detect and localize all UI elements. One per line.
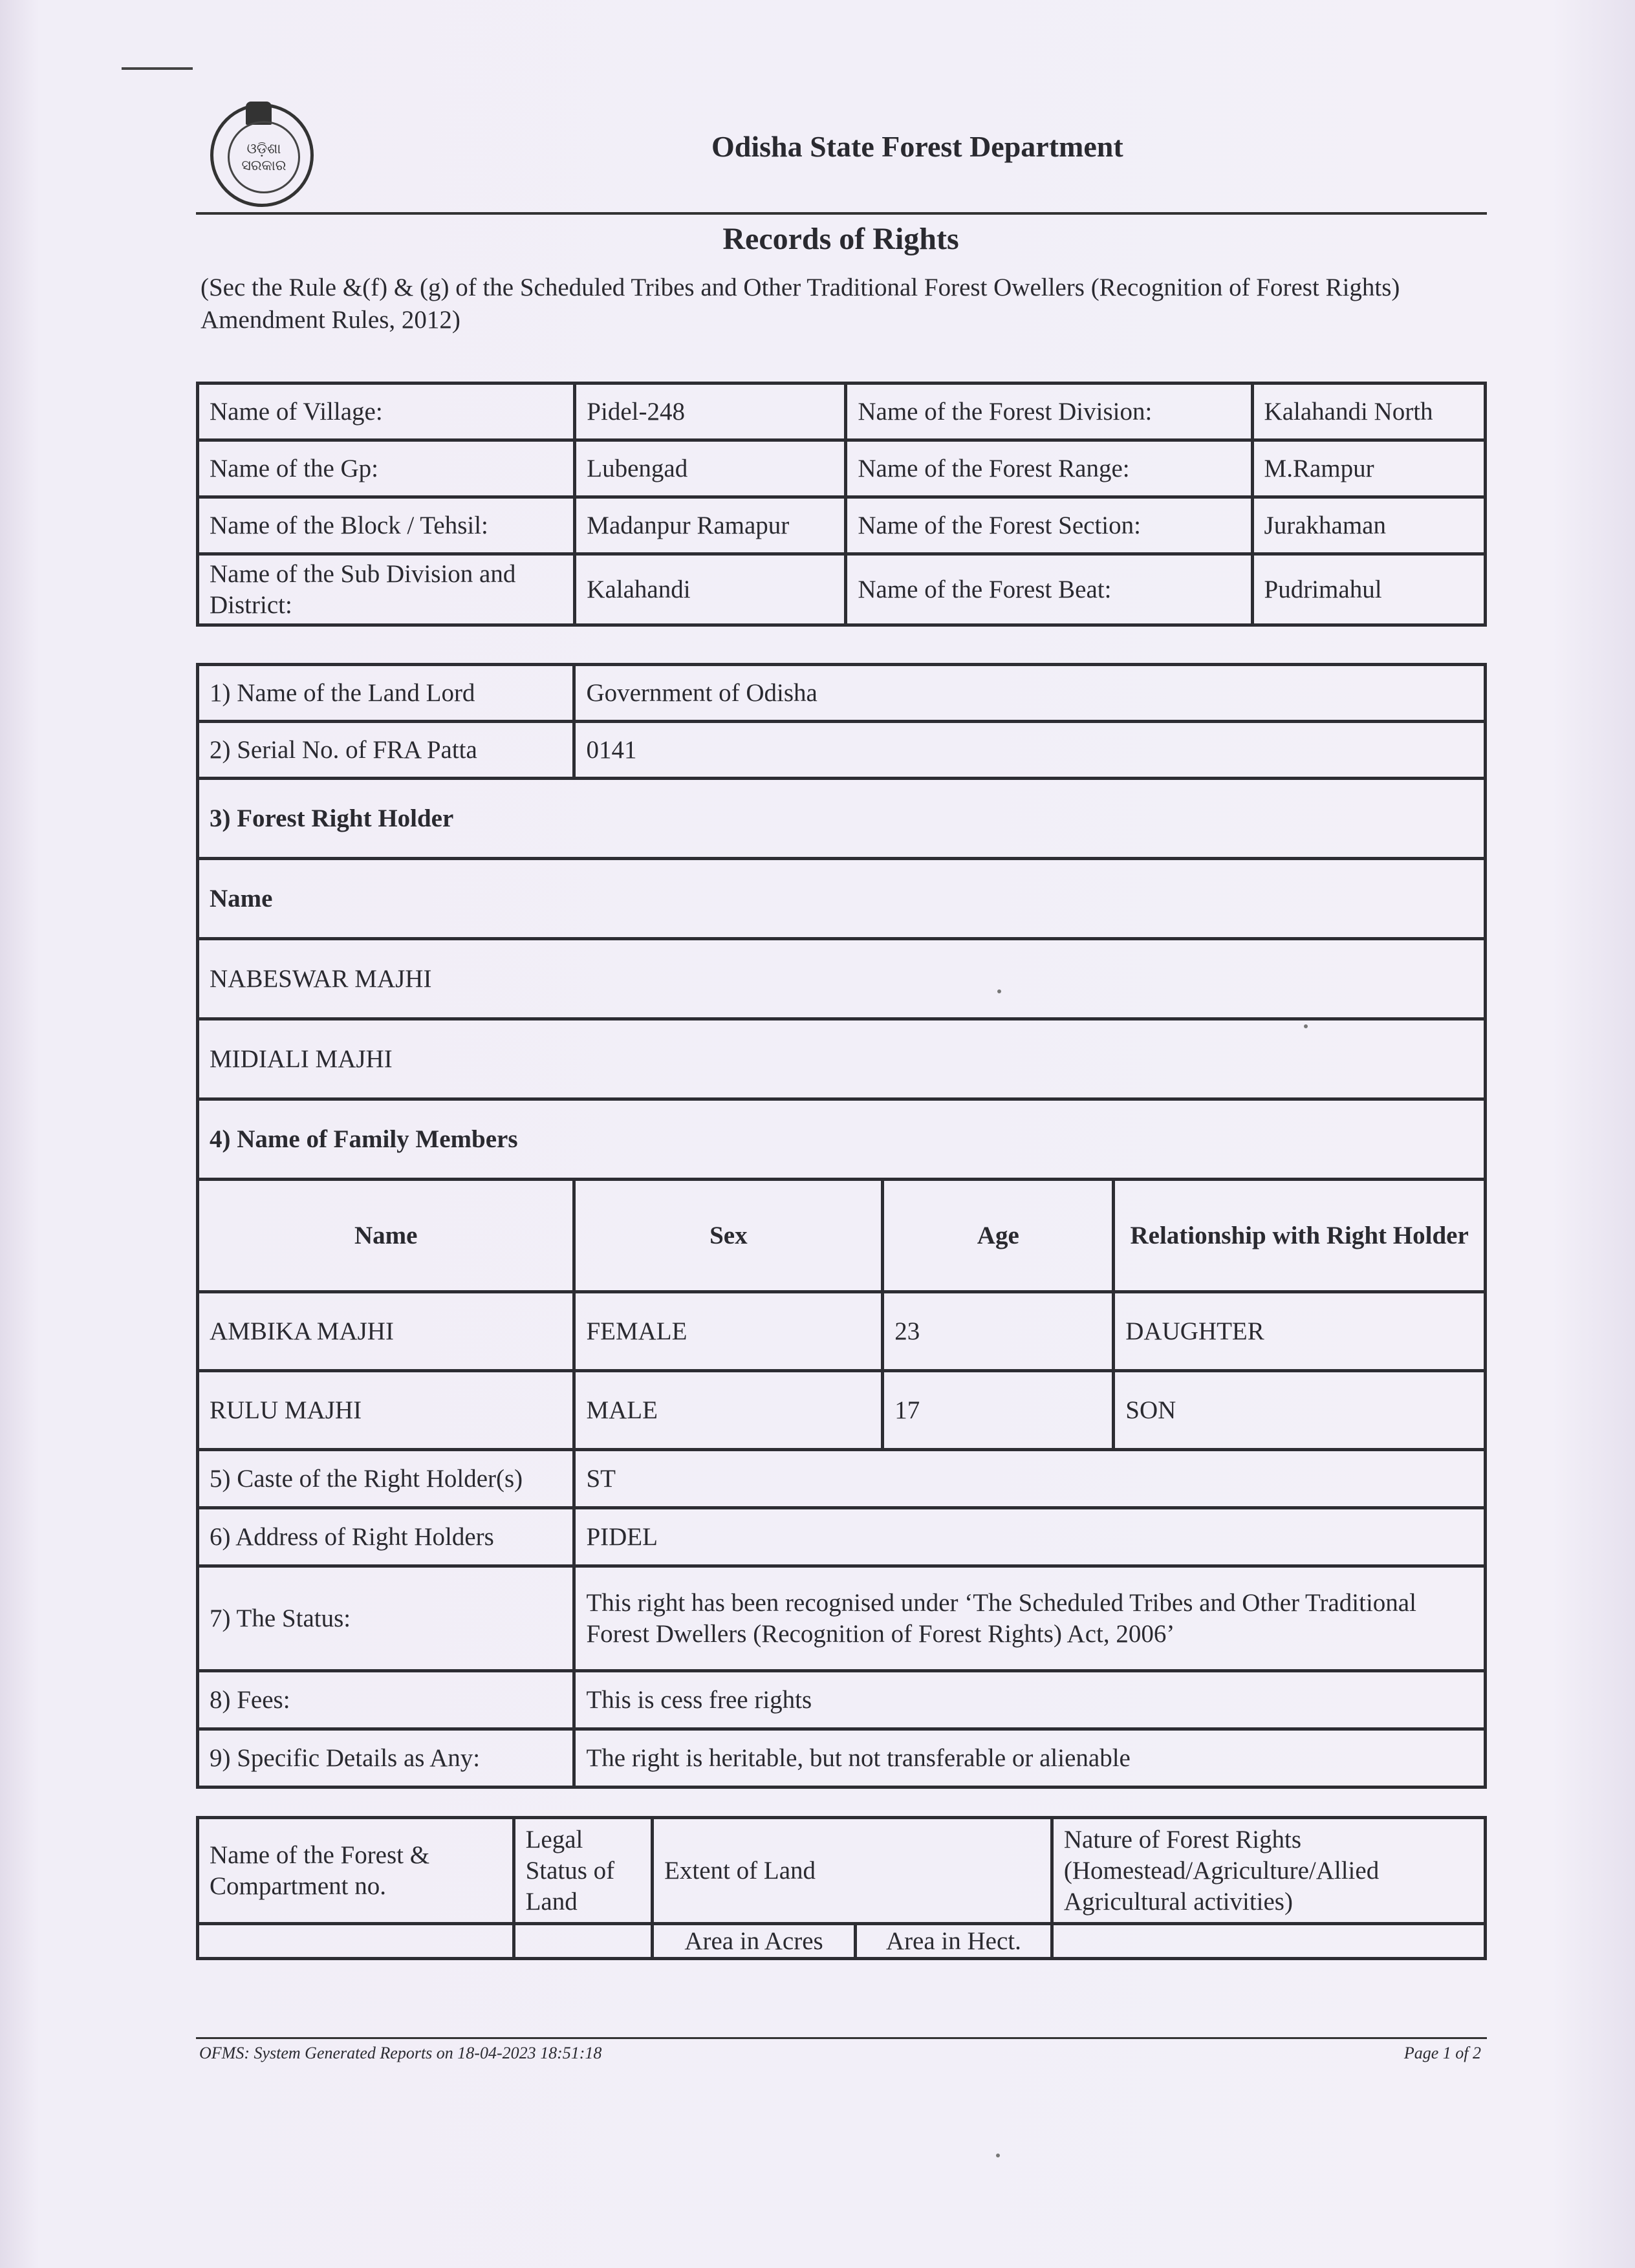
name-heading: Name <box>198 859 1486 939</box>
nature-header: Nature of Forest Rights (Homestead/Agriculture/Allied Agricultural activities) <box>1052 1818 1485 1924</box>
landlord-label: 1) Name of the Land Lord <box>198 665 574 722</box>
serial-value: 0141 <box>574 722 1486 779</box>
family-age: 23 <box>883 1292 1114 1371</box>
footer-rule <box>196 2037 1487 2039</box>
legal-status-header: Legal Status of Land <box>514 1818 653 1924</box>
division-value: Kalahandi North <box>1252 383 1485 440</box>
family-heading: 4) Name of Family Members <box>198 1099 1486 1180</box>
table-row <box>198 1729 1486 1787</box>
page-title: Records of Rights <box>722 222 959 256</box>
address-label: 6) Address of Right Holders <box>198 1508 574 1566</box>
fees-value: This is cess free rights <box>574 1671 1486 1729</box>
block-value: Madanpur Ramapur <box>575 497 846 554</box>
fees-label: 8) Fees: <box>198 1671 574 1729</box>
header-rule <box>196 212 1487 215</box>
specific-label: 9) Specific Details as Any: <box>198 1729 574 1787</box>
column-header-age: Age <box>883 1180 1114 1292</box>
empty-cell <box>514 1924 653 1959</box>
staple-mark <box>122 67 193 70</box>
table-row <box>198 859 1486 939</box>
table-header-row <box>198 1180 1486 1292</box>
village-label: Name of Village: <box>198 383 575 440</box>
beat-value: Pudrimahul <box>1252 554 1485 625</box>
table-row <box>198 1818 1486 1924</box>
table-row <box>198 440 1486 497</box>
status-line: Forest Dwellers (Recognition of Forest Rights) Act, 2006’ <box>586 1619 1175 1648</box>
gp-label: Name of the Gp: <box>198 440 575 497</box>
speck-mark <box>1304 1024 1308 1028</box>
area-acres-header: Area in Acres <box>653 1924 856 1959</box>
speck-mark <box>996 2154 1000 2157</box>
table-row <box>198 722 1486 779</box>
caste-label: 5) Caste of the Right Holder(s) <box>198 1450 574 1508</box>
rights-table <box>196 663 1487 1789</box>
range-label: Name of the Forest Range: <box>846 440 1252 497</box>
table-row <box>198 1371 1486 1450</box>
empty-cell <box>1052 1924 1485 1959</box>
landlord-value: Government of Odisha <box>574 665 1486 722</box>
family-relation: SON <box>1114 1371 1486 1450</box>
subtitle: (Sec the Rule &(f) & (g) of the Scheduled Tribes and Other Traditional Forest Owellers (Recognition of Forest Rights) Amendment Rules, 2012) <box>200 274 1400 334</box>
address-value: PIDEL <box>574 1508 1486 1566</box>
serial-label: 2) Serial No. of FRA Patta <box>198 722 574 779</box>
table-row <box>198 1508 1486 1566</box>
family-name: RULU MAJHI <box>198 1371 574 1450</box>
block-label: Name of the Block / Tehsil: <box>198 497 575 554</box>
holder-heading: 3) Forest Right Holder <box>198 779 1486 859</box>
status-label: 7) The Status: <box>198 1566 574 1671</box>
area-hect-header: Area in Hect. <box>855 1924 1052 1959</box>
village-value: Pidel-248 <box>575 383 846 440</box>
range-value: M.Rampur <box>1252 440 1485 497</box>
specific-value: The right is heritable, but not transferable or alienable <box>574 1729 1486 1787</box>
location-table <box>196 382 1487 627</box>
page-number: Page 1 of 2 <box>1403 2044 1481 2062</box>
status-value <box>574 1566 1486 1671</box>
column-header-name: Name <box>198 1180 574 1292</box>
family-name: AMBIKA MAJHI <box>198 1292 574 1371</box>
table-row <box>198 779 1486 859</box>
table-row <box>198 1671 1486 1729</box>
table-row <box>198 1924 1486 1959</box>
extent-header: Extent of Land <box>653 1818 1052 1924</box>
odisha-emblem-icon <box>210 103 314 207</box>
family-sex: FEMALE <box>574 1292 883 1371</box>
emblem-text: ଓଡ଼ିଶା ସରକାର <box>228 121 300 193</box>
status-line: This right has been recognised under ‘The Scheduled Tribes and Other Traditional <box>586 1588 1416 1617</box>
table-row <box>198 939 1486 1019</box>
subdiv-label: Name of the Sub Division and District: <box>198 554 575 625</box>
table-row <box>198 1566 1486 1671</box>
table-row <box>198 1019 1486 1099</box>
section-value: Jurakhaman <box>1252 497 1485 554</box>
gp-value: Lubengad <box>575 440 846 497</box>
beat-label: Name of the Forest Beat: <box>846 554 1252 625</box>
subdiv-value: Kalahandi <box>575 554 846 625</box>
table-row <box>198 383 1486 440</box>
family-relation: DAUGHTER <box>1114 1292 1486 1371</box>
department-name: Odisha State Forest Department <box>711 130 1123 163</box>
section-label: Name of the Forest Section: <box>846 497 1252 554</box>
table-row <box>198 1450 1486 1508</box>
column-header-relationship: Relationship with Right Holder <box>1114 1180 1486 1292</box>
generated-timestamp: OFMS: System Generated Reports on 18-04-2023 18:51:18 <box>199 2044 602 2062</box>
family-sex: MALE <box>574 1371 883 1450</box>
forest-compartment-header: Name of the Forest & Compartment no. <box>198 1818 514 1924</box>
family-age: 17 <box>883 1371 1114 1450</box>
empty-cell <box>198 1924 514 1959</box>
holder-name: MIDIALI MAJHI <box>198 1019 1486 1099</box>
table-row <box>198 1099 1486 1180</box>
table-row <box>198 1292 1486 1371</box>
caste-value: ST <box>574 1450 1486 1508</box>
speck-mark <box>997 989 1001 993</box>
table-row <box>198 665 1486 722</box>
holder-name: NABESWAR MAJHI <box>198 939 1486 1019</box>
table-row <box>198 554 1486 625</box>
land-table <box>196 1816 1487 1960</box>
division-label: Name of the Forest Division: <box>846 383 1252 440</box>
table-row <box>198 497 1486 554</box>
column-header-sex: Sex <box>574 1180 883 1292</box>
